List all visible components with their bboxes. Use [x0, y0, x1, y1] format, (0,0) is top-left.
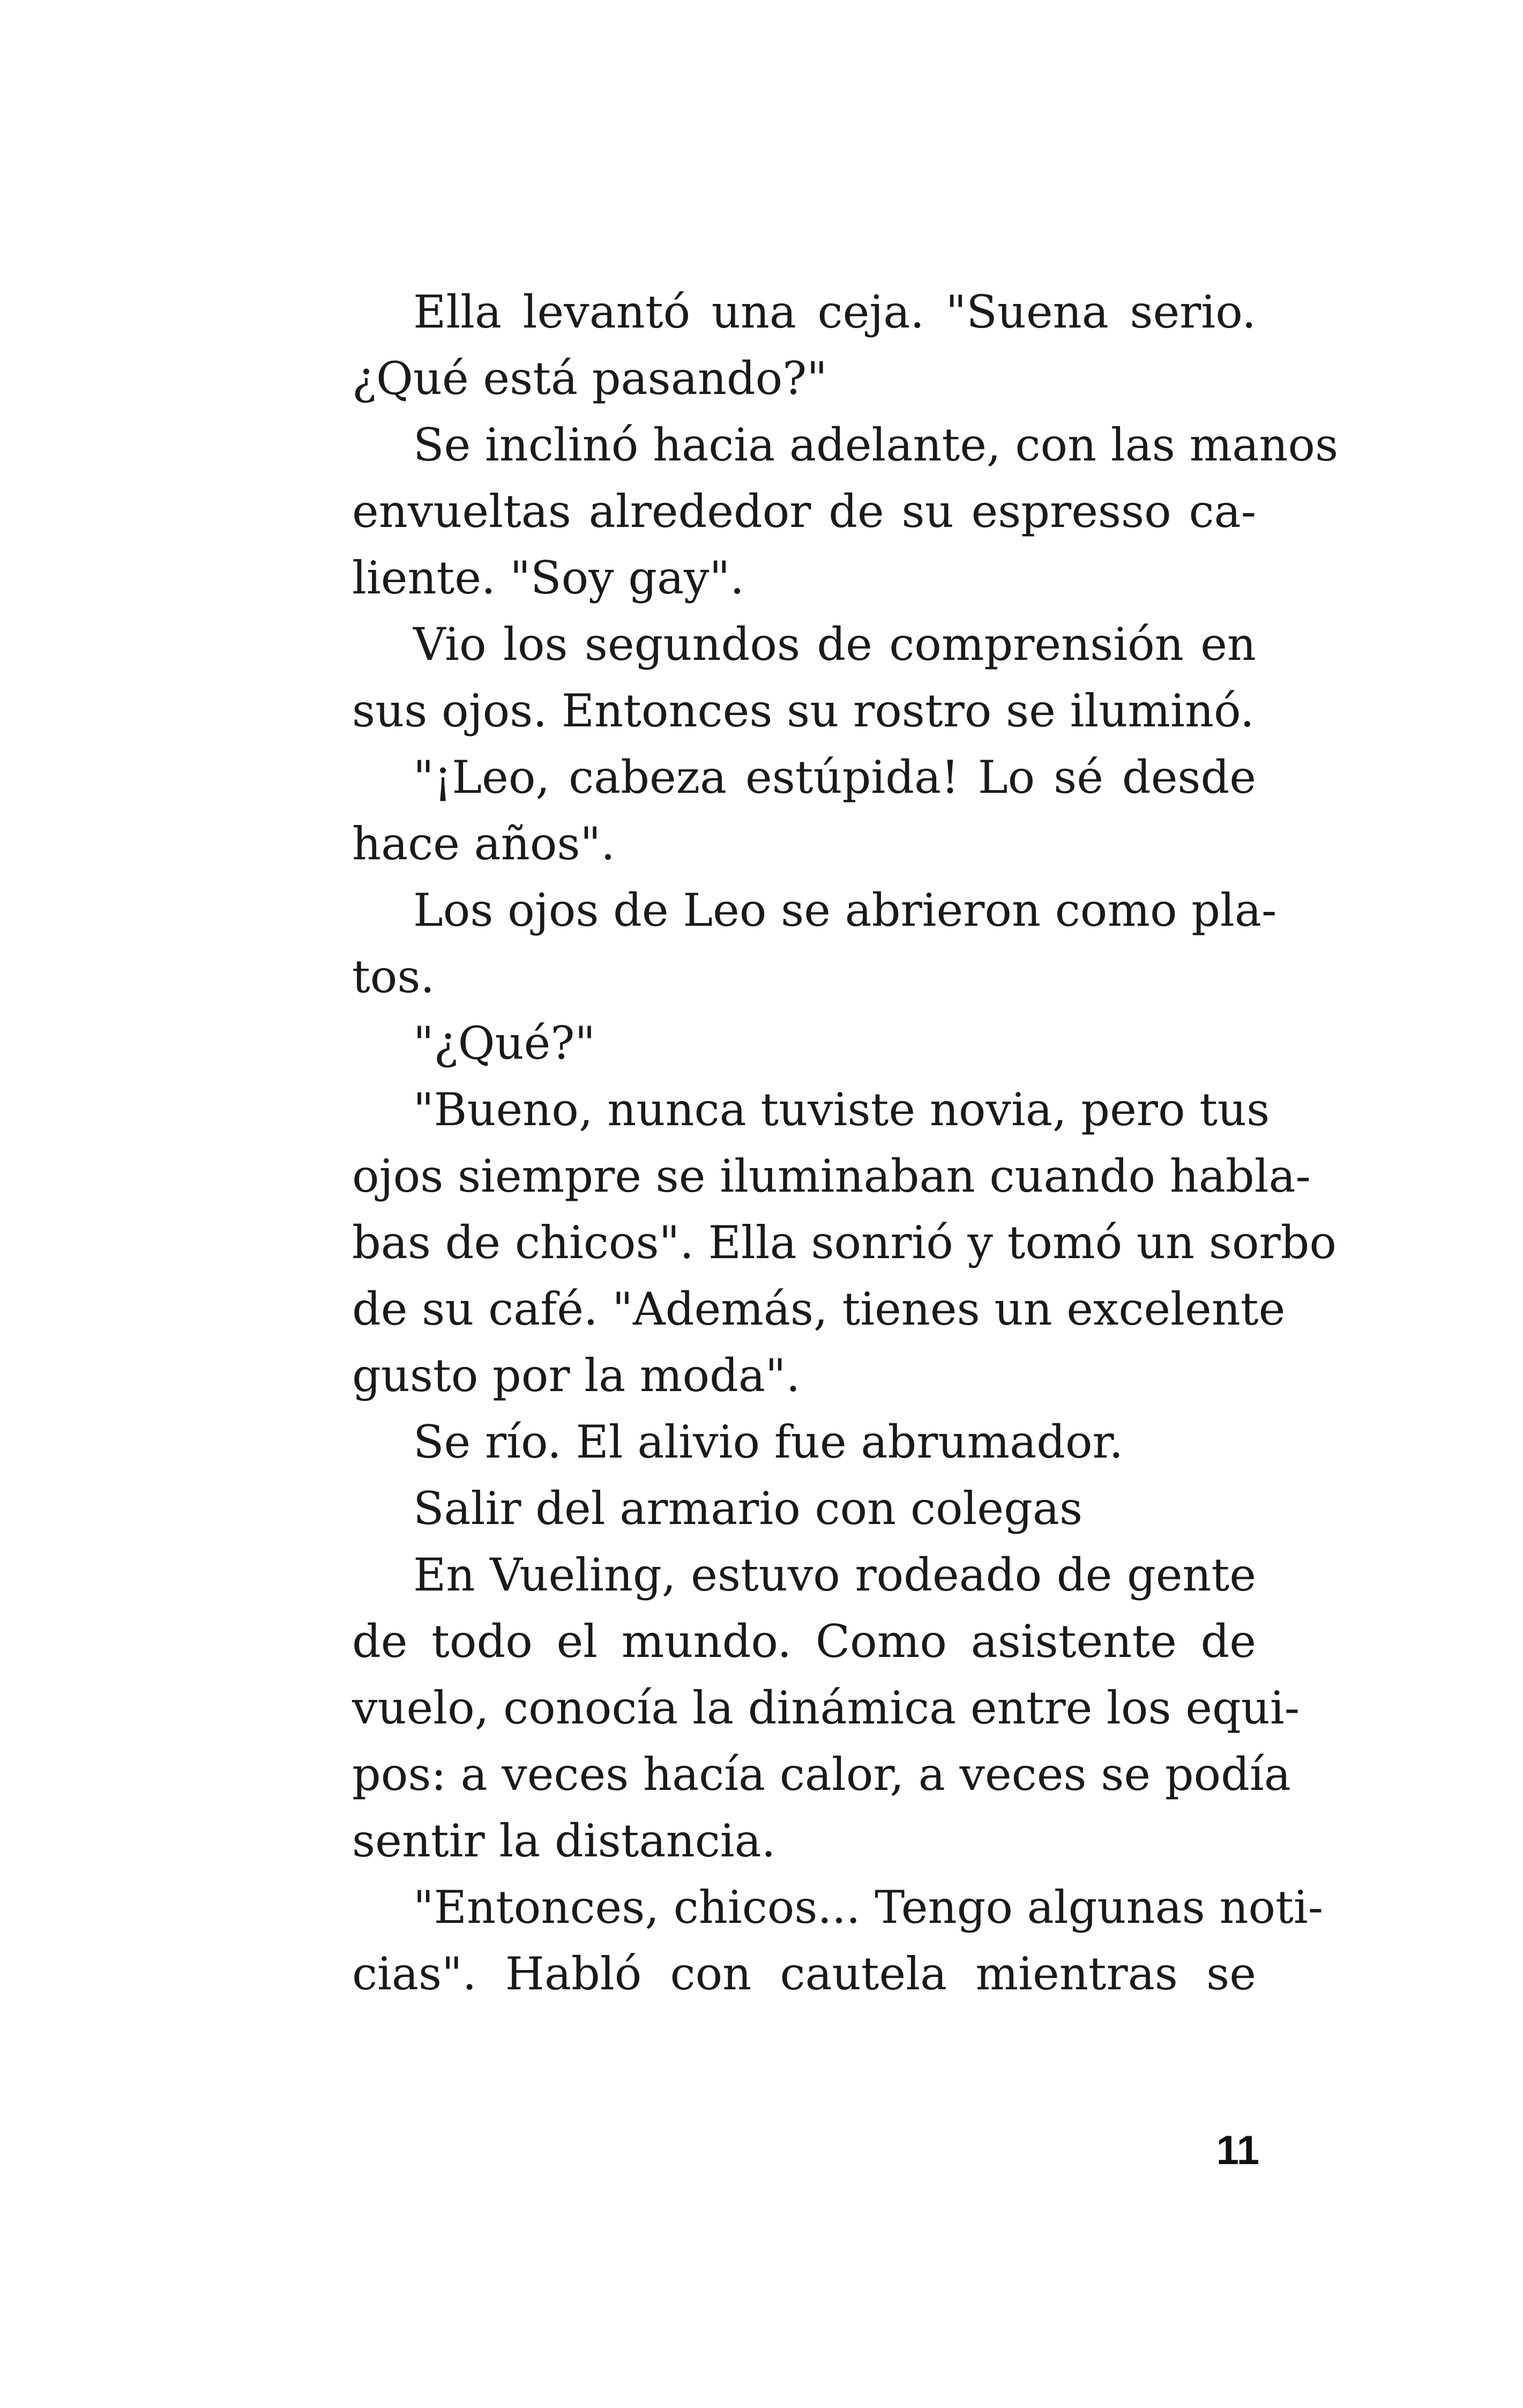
text-line: tos.: [352, 950, 435, 1003]
text-line: de su café. "Además, tienes un excelente: [352, 1283, 1286, 1335]
text-line: vuelo, conocía la dinámica entre los equi-: [352, 1682, 1300, 1734]
text-line: ¿Qué está pasando?": [352, 352, 827, 405]
text-line: pos: a veces hacía calor, a veces se podía: [352, 1748, 1291, 1801]
text-line: Los ojos de Leo se abrieron como pla-: [413, 884, 1277, 937]
body-text: [352, 279, 1339, 2007]
text-line: "Entonces, chicos... Tengo algunas noti-: [413, 1881, 1324, 1934]
text-line: de todo el mundo. Como asistente de: [352, 1615, 1256, 1668]
section-heading: Salir del armario con colegas: [413, 1482, 1083, 1535]
text-line: gusto por la moda".: [352, 1349, 801, 1402]
page-number: 11: [1216, 2128, 1259, 2173]
text-line: bas de chicos". Ella sonrió y tomó un sorbo: [352, 1216, 1337, 1269]
text-line: "¡Leo, cabeza estúpida! Lo sé desde: [413, 751, 1256, 804]
text-line: sentir la distancia.: [352, 1815, 776, 1867]
text-line: envueltas alrededor de su espresso ca-: [352, 485, 1256, 538]
text-line: "¿Qué?": [413, 1017, 596, 1069]
text-line: hace años".: [352, 817, 615, 870]
text-line: liente. "Soy gay".: [352, 552, 744, 604]
text-line: ojos siempre se iluminaban cuando habla-: [352, 1150, 1311, 1202]
text-line: Se inclinó hacia adelante, con las manos: [413, 419, 1339, 471]
text-line: Se río. El alivio fue abrumador.: [413, 1416, 1124, 1468]
text-line: Ella levantó una ceja. "Suena serio.: [413, 286, 1256, 338]
text-line: "Bueno, nunca tuviste novia, pero tus: [413, 1083, 1270, 1136]
text-line: Vio los segundos de comprensión en: [413, 618, 1256, 671]
text-line: sus ojos. Entonces su rostro se iluminó.: [352, 685, 1255, 737]
text-line: cias". Habló con cautela mientras se: [352, 1948, 1256, 2000]
text-line: En Vueling, estuvo rodeado de gente: [413, 1549, 1256, 1601]
